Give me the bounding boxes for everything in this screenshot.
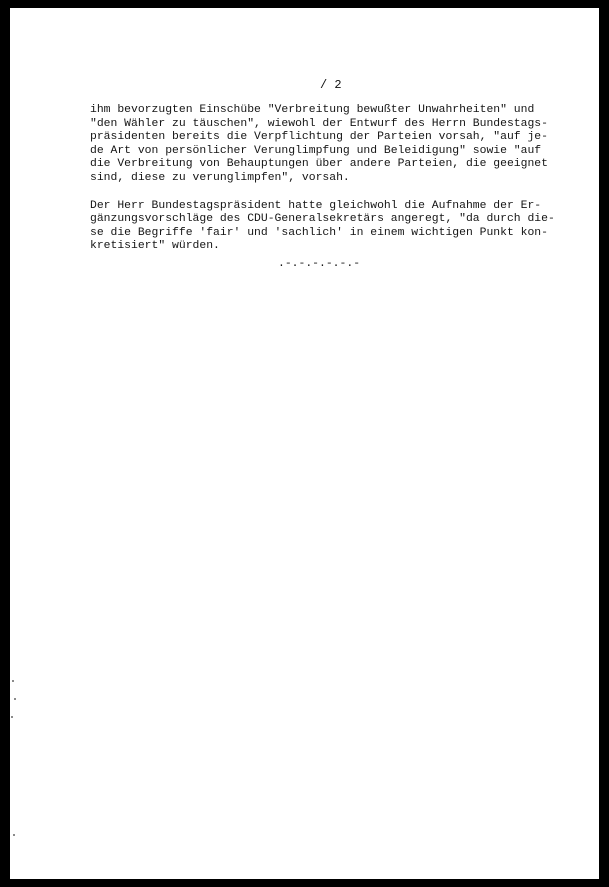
text-line: die Verbreitung von Behauptungen über andere Parteien, die geeignet — [90, 158, 548, 171]
text-line: se die Begriffe 'fair' und 'sachlich' in einem wichtigen Punkt kon- — [90, 226, 548, 239]
paragraph-gap — [90, 186, 560, 200]
scan-speck — [11, 716, 13, 718]
text-line: "den Wähler zu täuschen", wiewohl der Entwurf des Herrn Bundestags- — [90, 117, 548, 130]
end-mark: .-.-.-.-.-.- — [278, 258, 361, 270]
paragraph-1 — [90, 104, 560, 186]
body-text — [90, 104, 560, 254]
scan-speck — [12, 680, 14, 682]
paragraph-2 — [90, 200, 560, 254]
scan-speck — [13, 834, 15, 836]
text-line: präsidenten bereits die Verpflichtung der Parteien vorsah, "auf je- — [90, 131, 548, 144]
text-line: ihm bevorzugten Einschübe "Verbreitung bewußter Unwahrheiten" und — [90, 104, 535, 116]
text-line: de Art von persönlicher Verunglimpfung und Beleidigung" sowie "auf — [90, 144, 542, 157]
scan-speck — [14, 698, 16, 700]
text-line: gänzungsvorschläge des CDU-Generalsekretärs angeregt, "da durch die- — [90, 213, 555, 226]
text-line: kretisiert" würden. — [90, 240, 220, 253]
page-number: / 2 — [320, 78, 342, 92]
text-line: Der Herr Bundestagspräsident hatte gleichwohl die Aufnahme der Er- — [90, 199, 542, 212]
text-line: sind, diese zu verunglimpfen", vorsah. — [90, 171, 350, 184]
document-page — [10, 8, 599, 879]
